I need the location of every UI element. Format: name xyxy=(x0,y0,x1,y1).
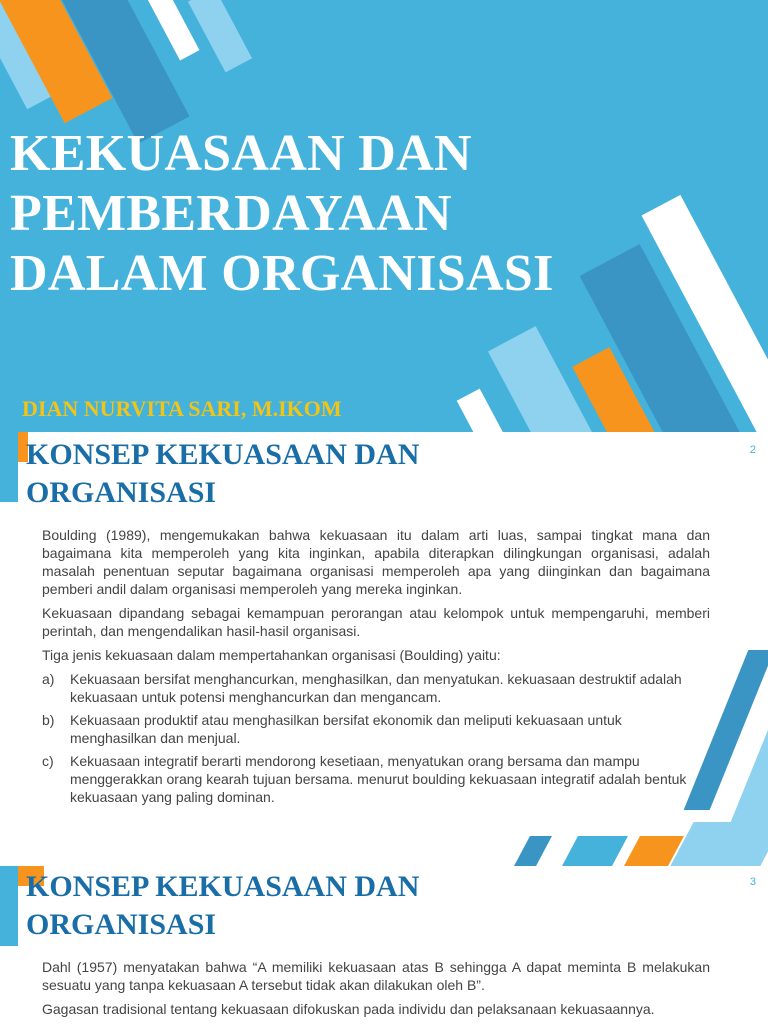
paragraph: Gagasan tradisional tentang kekuasaan difokuskan pada individu dan pelaksanaan kekuasaannya. xyxy=(42,1001,655,1017)
list-marker: b) xyxy=(42,712,55,728)
slide-heading xyxy=(26,436,419,512)
list-item-text: Kekuasaan integratif berarti mendorong kesetiaan, menyatukan orang bersama dan mampu menggerakkan orang kearah tujuan bersama. menurut boulding kekuasaan integratif adalah bentuk kekuasaan yang paling dominan. xyxy=(70,753,687,805)
slide-title xyxy=(10,124,554,304)
list-item-text: Kekuasaan bersifat menghancurkan, menghasilkan, dan menyatukan. kekuasaan destruktif adalah kekuasaan untuk potensi menghancurkan dan mengancam. xyxy=(70,671,682,705)
list-marker: a) xyxy=(42,671,55,687)
list-item xyxy=(42,752,710,806)
title-line: PEMBERDAYAAN xyxy=(10,185,452,242)
page-number: 2 xyxy=(749,444,756,456)
heading-line: ORGANISASI xyxy=(26,908,217,941)
title-slide xyxy=(0,0,768,432)
slide-body xyxy=(42,526,710,811)
list-item xyxy=(42,711,710,747)
title-line: KEKUASAAN DAN xyxy=(10,125,472,182)
page-number: 3 xyxy=(749,876,756,888)
heading-line: KONSEP KEKUASAAN DAN xyxy=(26,870,420,903)
heading-line: ORGANISASI xyxy=(26,476,217,509)
paragraph: Boulding (1989), mengemukakan bahwa kekuasaan itu dalam arti luas, sampai tingkat mana dan bagaimana kita memperoleh yang kita inginkan, apabila diterapkan dilingkungan organisasi, adalah masalah penentuan seputar bagaimana organisasi memperoleh apa yang diinginkan dan bagaimana pemberi andil dalam organisasi memperoleh yang mereka inginkan. xyxy=(42,527,710,597)
paragraph: Tiga jenis kekuasaan dalam mempertahankan organisasi (Boulding) yaitu: xyxy=(42,647,501,663)
list-marker: c) xyxy=(42,753,54,769)
author-name: DIAN NURVITA SARI, M.IKOM xyxy=(22,396,342,421)
slide-heading xyxy=(26,868,419,944)
paragraph: Dahl (1957) menyatakan bahwa “A memiliki kekuasaan atas B sehingga A dapat meminta B melakukan sesuatu yang tanpa kekuasaan A tersebut tidak akan dilakukan oleh B”. xyxy=(42,959,710,993)
slide-body xyxy=(42,958,710,1024)
heading-line: KONSEP KEKUASAAN DAN xyxy=(26,438,420,471)
power-types-list xyxy=(42,670,710,806)
list-item xyxy=(42,670,710,706)
title-line: DALAM ORGANISASI xyxy=(10,245,554,302)
content-slide-3 xyxy=(0,866,768,1024)
content-slide-2 xyxy=(0,432,768,866)
paragraph: Kekuasaan dipandang sebagai kemampuan perorangan atau kelompok untuk mempengaruhi, memberi perintah, dan mengendalikan hasil-hasil organisasi. xyxy=(42,605,710,639)
list-item-text: Kekuasaan produktif atau menghasilkan bersifat ekonomik dan meliputi kekuasaan untuk menghasilkan dan menjual. xyxy=(70,712,622,746)
